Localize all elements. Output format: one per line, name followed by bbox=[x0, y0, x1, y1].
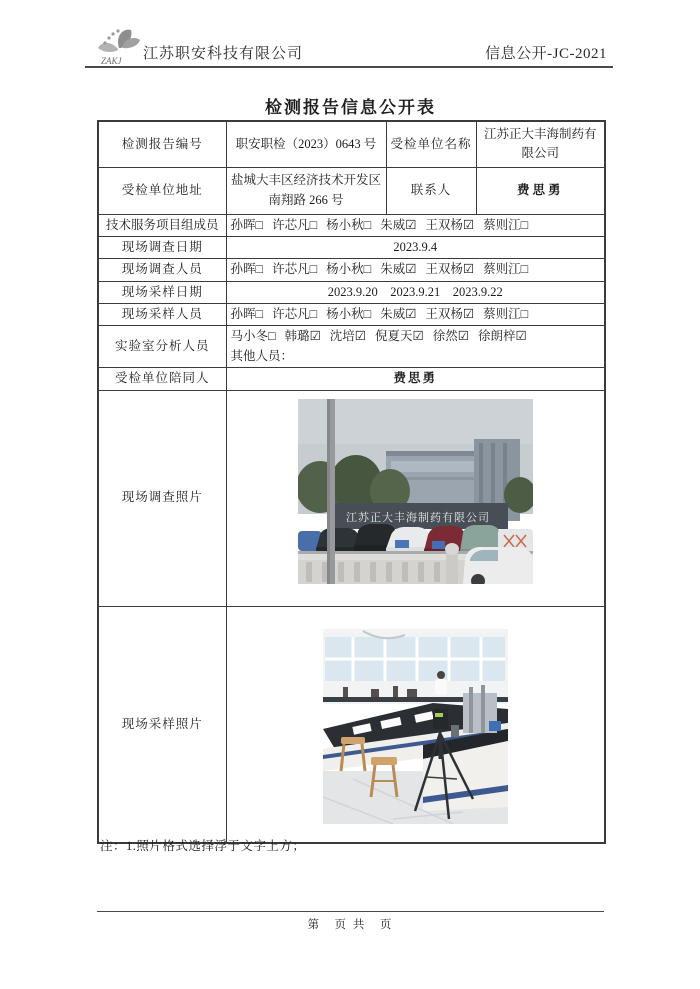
person-checkbox: 孙晖□ bbox=[230, 217, 264, 232]
contact-label: 联系人 bbox=[386, 167, 476, 214]
survey-staff-checklist bbox=[226, 259, 605, 281]
lab-analysts-label: 实验室分析人员 bbox=[98, 326, 226, 368]
table-row bbox=[98, 368, 605, 390]
person-checkbox: 蔡则江□ bbox=[483, 262, 529, 277]
other-staff-label: 其他人员： bbox=[230, 348, 294, 363]
table-row bbox=[98, 281, 605, 303]
person-checkbox: 马小冬□ bbox=[230, 329, 276, 344]
company-logo-icon bbox=[95, 26, 147, 68]
person-checkbox: 朱威☑ bbox=[380, 307, 417, 321]
report-table bbox=[97, 120, 606, 844]
lab-windows bbox=[325, 637, 505, 681]
table-row bbox=[98, 167, 605, 214]
sampling-staff-label: 现场采样人员 bbox=[98, 304, 226, 326]
person-checkbox: 许芯凡□ bbox=[272, 217, 318, 232]
sampling-staff-checklist bbox=[226, 304, 605, 326]
sampling-date-value: 2023.9.20 2023.9.21 2023.9.22 bbox=[226, 281, 605, 303]
table-row bbox=[98, 304, 605, 326]
person-checkbox: 许芯凡□ bbox=[272, 262, 318, 277]
person-checkbox: 徐朗梓☑ bbox=[477, 329, 527, 344]
sampling-photo-image bbox=[323, 629, 508, 824]
person-checkbox: 韩璐☑ bbox=[284, 329, 321, 344]
survey-date-value: 2023.9.4 bbox=[226, 236, 605, 258]
contact-value: 费思勇 bbox=[476, 167, 605, 214]
tech-team-label: 技术服务项目组成员 bbox=[98, 214, 226, 236]
survey-staff-label: 现场调查人员 bbox=[98, 259, 226, 281]
survey-photo-label: 现场调查照片 bbox=[98, 390, 226, 606]
survey-date-label: 现场调查日期 bbox=[98, 236, 226, 258]
table-row bbox=[98, 214, 605, 236]
sampling-photo-label: 现场采样照片 bbox=[98, 606, 226, 843]
unit-address-value: 盐城大丰区经济技术开发区南翔路 266 号 bbox=[226, 167, 386, 214]
unit-name-label: 受检单位名称 bbox=[386, 121, 476, 167]
footnote-text: 注：1.照片格式选择浮于文字上方； bbox=[100, 839, 306, 853]
person-checkbox: 杨小秋□ bbox=[326, 262, 372, 277]
table-row bbox=[98, 390, 605, 606]
page-header bbox=[85, 26, 613, 68]
report-no-value: 职安职检（2023）0643 号 bbox=[226, 121, 386, 167]
person-checkbox: 王双杨☑ bbox=[425, 262, 475, 277]
page-number: 第 页 共 页 bbox=[307, 919, 394, 931]
unit-name-value: 江苏正大丰海制药有限公司 bbox=[476, 121, 605, 167]
lab-analysts-cell bbox=[226, 326, 605, 368]
person-checkbox: 孙晖□ bbox=[230, 262, 264, 277]
escort-value: 费思勇 bbox=[226, 368, 605, 390]
company-name: 江苏职安科技有限公司 bbox=[143, 46, 304, 62]
person-checkbox: 蔡则江□ bbox=[483, 307, 529, 321]
page-title: 检测报告信息公开表 bbox=[265, 98, 436, 117]
person-checkbox: 倪夏天☑ bbox=[375, 329, 424, 344]
lab-analysts-checklist bbox=[231, 327, 601, 346]
person-checkbox: 许芯凡□ bbox=[272, 307, 318, 321]
sampling-photo-cell bbox=[226, 606, 605, 843]
unit-address-label: 受检单位地址 bbox=[98, 167, 226, 214]
person-checkbox: 孙晖□ bbox=[230, 307, 264, 321]
survey-photo-image bbox=[298, 399, 533, 584]
escort-label: 受检单位陪同人 bbox=[98, 368, 226, 390]
table-row bbox=[98, 326, 605, 368]
person-checkbox: 王双杨☑ bbox=[425, 307, 475, 321]
report-no-label: 检测报告编号 bbox=[98, 121, 226, 167]
doc-code: 信息公开-JC-2021 bbox=[485, 46, 607, 62]
person-checkbox: 沈培☑ bbox=[329, 329, 366, 344]
logo-text: ZAKJ bbox=[101, 56, 122, 66]
survey-photo-cell bbox=[226, 390, 605, 606]
foreground-white-car bbox=[463, 547, 533, 584]
tech-team-checklist bbox=[226, 214, 605, 236]
table-row bbox=[98, 259, 605, 281]
person-checkbox: 朱威☑ bbox=[380, 217, 417, 232]
person-checkbox: 朱威☑ bbox=[380, 262, 417, 277]
person-checkbox: 杨小秋□ bbox=[326, 307, 372, 321]
person-checkbox: 杨小秋□ bbox=[326, 217, 372, 232]
footer-rule bbox=[97, 911, 604, 912]
table-row bbox=[98, 121, 605, 167]
table-row bbox=[98, 236, 605, 258]
sampling-date-label: 现场采样日期 bbox=[98, 281, 226, 303]
person-checkbox: 蔡则江□ bbox=[483, 217, 529, 232]
person-checkbox: 王双杨☑ bbox=[425, 217, 475, 232]
factory-sign-text: 江苏正大丰海制药有限公司 bbox=[345, 511, 490, 524]
person-checkbox: 徐然☑ bbox=[432, 329, 469, 344]
table-row bbox=[98, 606, 605, 843]
